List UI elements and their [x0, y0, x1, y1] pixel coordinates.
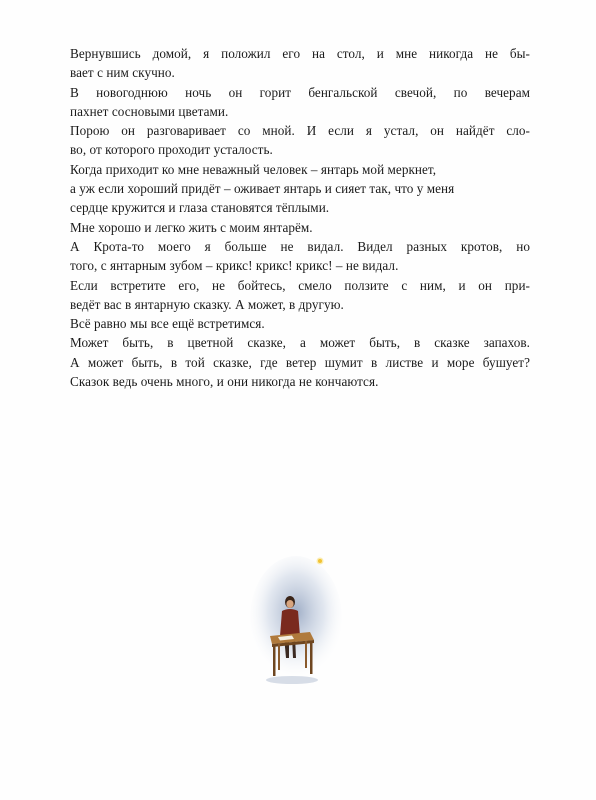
text-line: Если встретите его, не бойтесь, смело ползите с ним, и он при-: [70, 277, 530, 293]
text-line: Вернувшись домой, я положил его на стол, и мне никогда не бы-: [70, 46, 530, 61]
story-text: [70, 44, 530, 391]
text-line: ведёт вас в янтарную сказку. А может, в другую.: [70, 296, 344, 312]
text-line: вает с ним скучно.: [70, 65, 175, 81]
text-line: В новогоднюю ночь он горит бенгальской свечой, по вечерам: [70, 84, 530, 100]
text-line: Порою он разговаривает со мной. И если я устал, он найдёт сло-: [70, 123, 530, 139]
text-line: Когда приходит ко мне неважный человек – янтарь мой меркнет,: [70, 161, 437, 177]
text-line: а уж если хороший придёт – оживает янтарь и сияет так, что у меня: [70, 181, 455, 197]
text-line: Может быть, в цветной сказке, а может быть, в сказке запахов.: [70, 335, 530, 351]
text-line: А Крота-то моего я больше не видал. Видел разных кротов, но: [70, 238, 530, 254]
text-line: сердце кружится и глаза становятся тёплыми.: [70, 200, 330, 216]
text-line: Сказок ведь очень много, и они никогда не кончаются.: [70, 374, 379, 390]
text-line: того, с янтарным зубом – крикс! крикс! крикс! – не видал.: [70, 258, 399, 274]
text-line: во, от которого проходит усталость.: [70, 142, 273, 158]
boy-at-desk-with-glowing-amber-icon: [248, 540, 358, 700]
text-line: А может быть, в той сказке, где ветер шумит в листве и море бушует?: [70, 354, 530, 370]
text-line: Мне хорошо и легко жить с моим янтарём.: [70, 219, 313, 235]
text-line: Всё равно мы все ещё встретимся.: [70, 316, 265, 332]
text-line: пахнет сосновыми цветами.: [70, 103, 229, 119]
